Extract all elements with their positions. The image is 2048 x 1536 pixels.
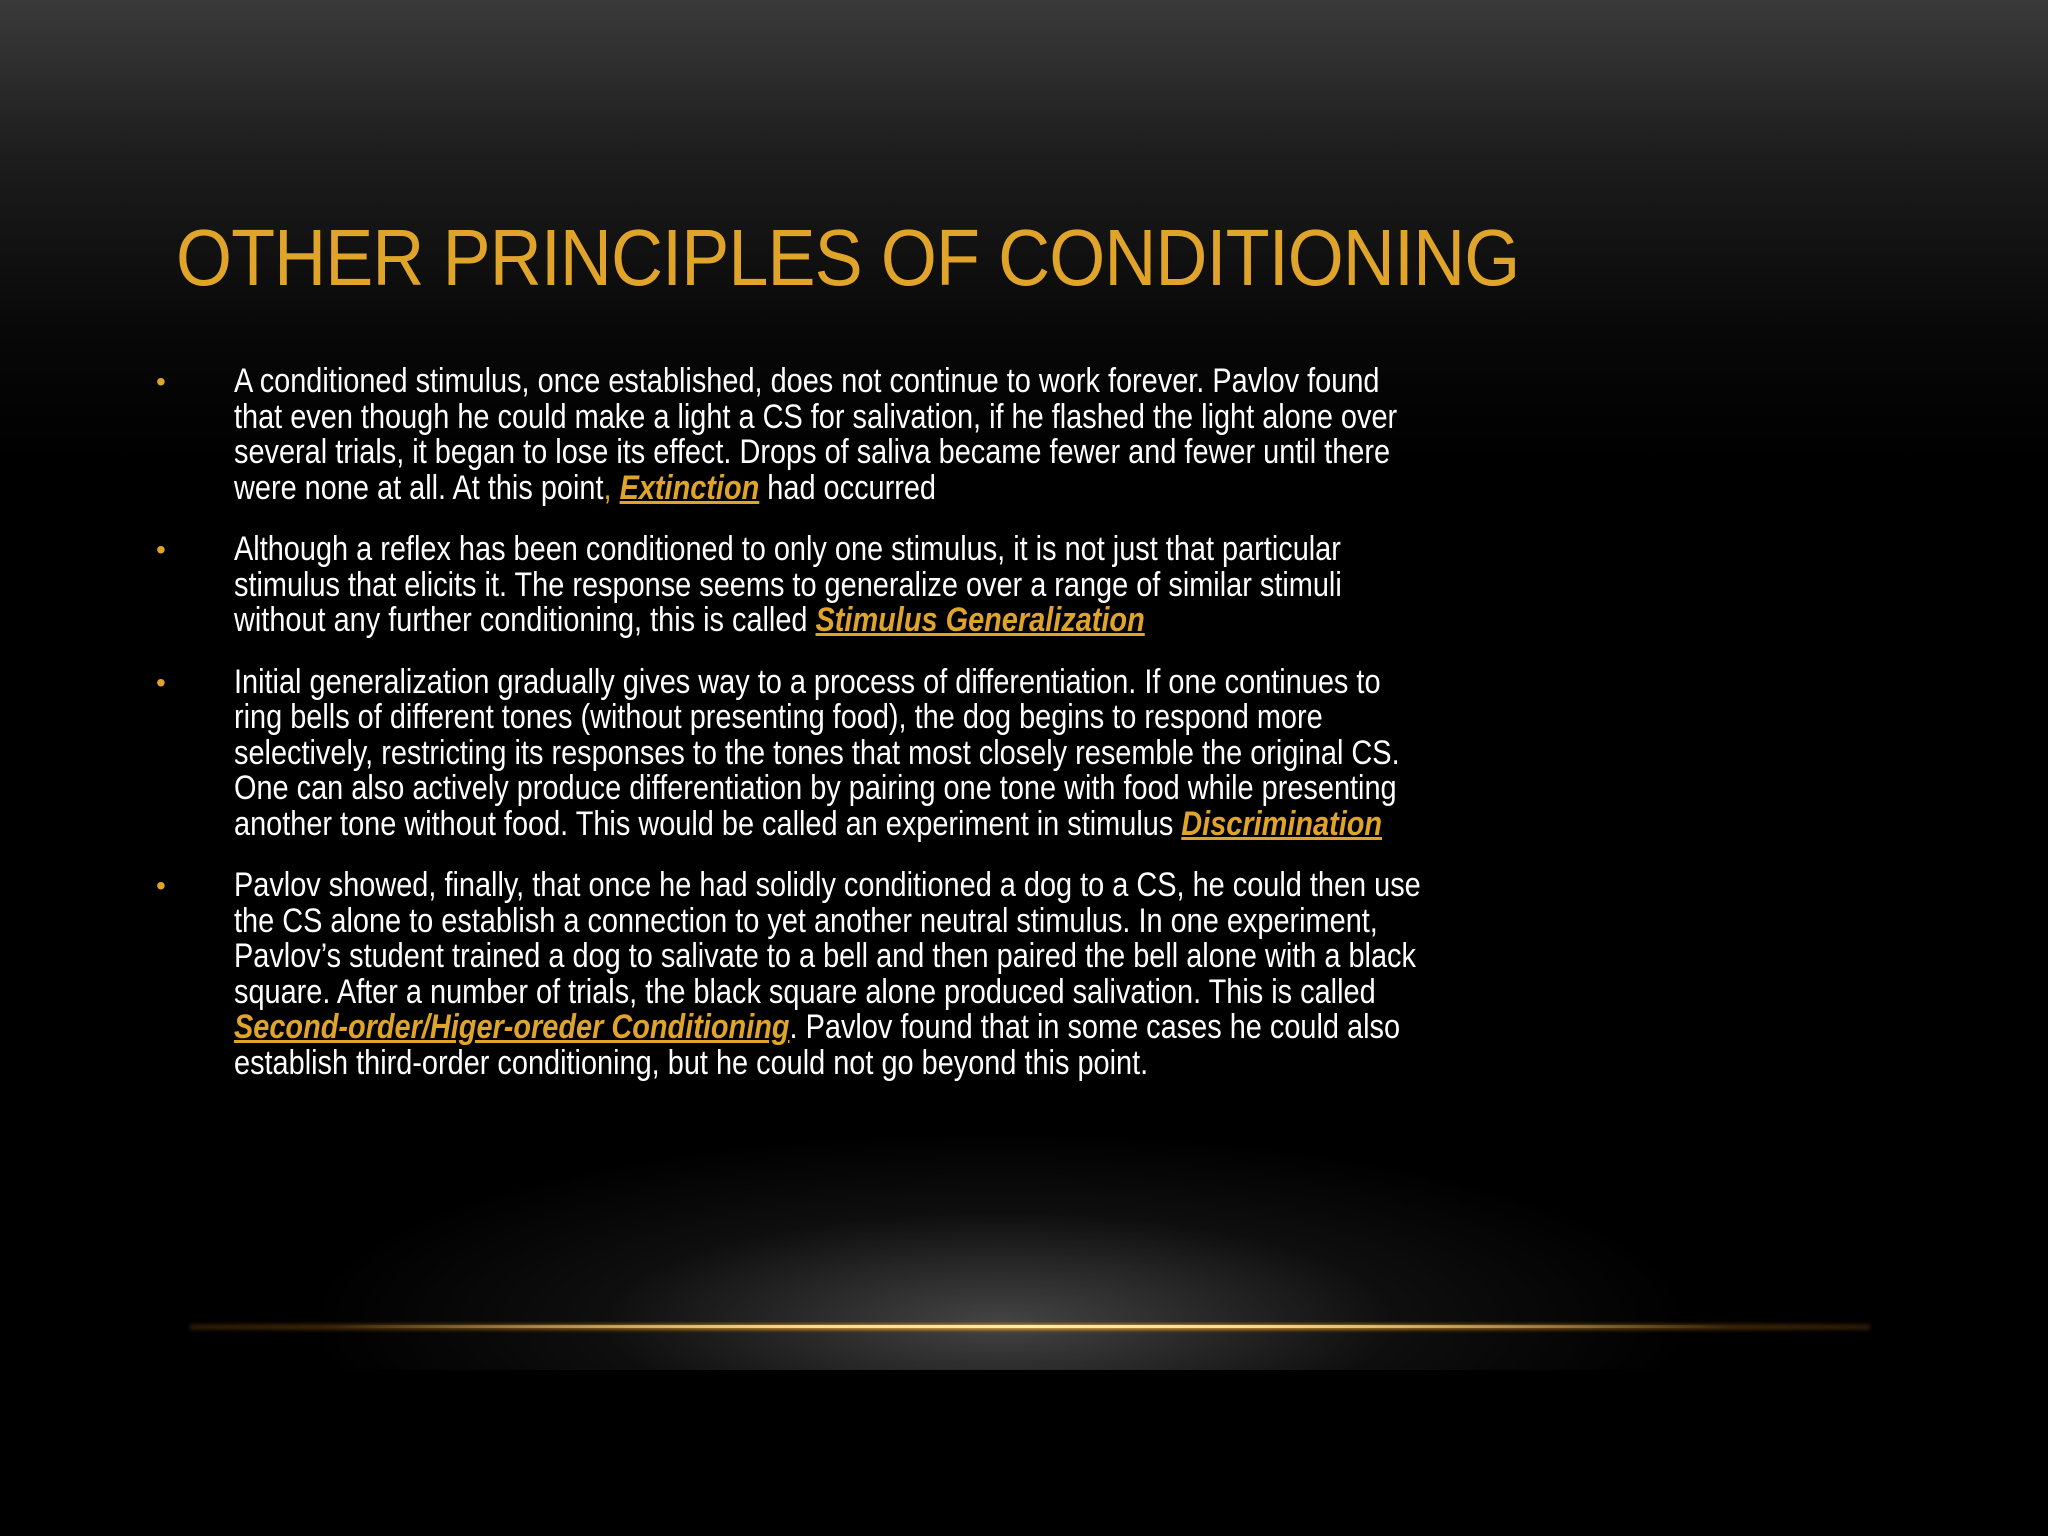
bullet-marker: • <box>156 366 166 397</box>
bullet-text-before: Initial generalization gradually gives way to a process of differentiation. If one continues to ring bells of different tones (without presenting food), the dog begins to respond more selectively, restricting its responses to the tones that most closely resemble the original CS. One can also actively produce differentiation by pairing one tone with food while presenting another tone without food. This would be called an experiment in stimulus <box>234 662 1400 843</box>
term-higher-order-conditioning-link[interactable]: Second-order/Higer-oreder Conditioning <box>234 1008 790 1046</box>
bullet-marker: • <box>156 666 166 698</box>
bullet-text-before: Pavlov showed, finally, that once he had solidly conditioned a dog to a CS, he could then use the CS alone to establish a connection to yet another neutral stimulus. In one experiment, Pavlov’s student trained a dog to salivate to a bell and then paired the bell alone with a black square. After a number of trials, the black square alone produced salivation. This is called <box>234 866 1421 1011</box>
bullet-text-after: . Pavlov found that in some cases he could also establish third-order conditioning, but he could not go beyond this point. <box>234 1008 1401 1082</box>
bullet-text <box>234 364 1424 506</box>
bullet-text-before: A conditioned stimulus, once established, does not continue to work forever. Pavlov found that even though he could make a light a CS for salivation, if he flashed the light alone over several trials, it began to lose its effect. Drops of saliva became fewer and fewer until there were none at all. At this point <box>234 362 1398 507</box>
bullet-punctuation: , <box>603 468 620 507</box>
term-discrimination-link[interactable]: Discrimination <box>1181 804 1383 843</box>
bullet-marker: • <box>156 534 166 565</box>
term-extinction-link[interactable]: Extinction <box>619 468 760 507</box>
bullet-item-discrimination <box>156 662 1496 843</box>
bottom-glow <box>300 1130 1700 1370</box>
bullet-item-generalization <box>156 532 1496 639</box>
bullet-text <box>234 662 1424 843</box>
bullet-list <box>156 364 1496 1107</box>
bullet-text-before: Although a reflex has been conditioned to only one stimulus, it is not just that particular stimulus that elicits it. The response seems to generalize over a range of similar stimuli without any further conditioning, this is called <box>234 530 1342 639</box>
bullet-marker: • <box>156 870 166 901</box>
bullet-item-extinction <box>156 364 1496 506</box>
bullet-item-higher-order <box>156 868 1496 1081</box>
slide-title: OTHER PRINCIPLES OF CONDITIONING <box>176 213 1520 302</box>
term-stimulus-generalization-link[interactable]: Stimulus Generalization <box>815 601 1145 639</box>
bullet-text <box>234 532 1424 639</box>
bullet-text-after: had occurred <box>759 468 936 507</box>
gold-divider-line-core <box>330 1325 1730 1328</box>
bullet-text <box>234 868 1424 1081</box>
